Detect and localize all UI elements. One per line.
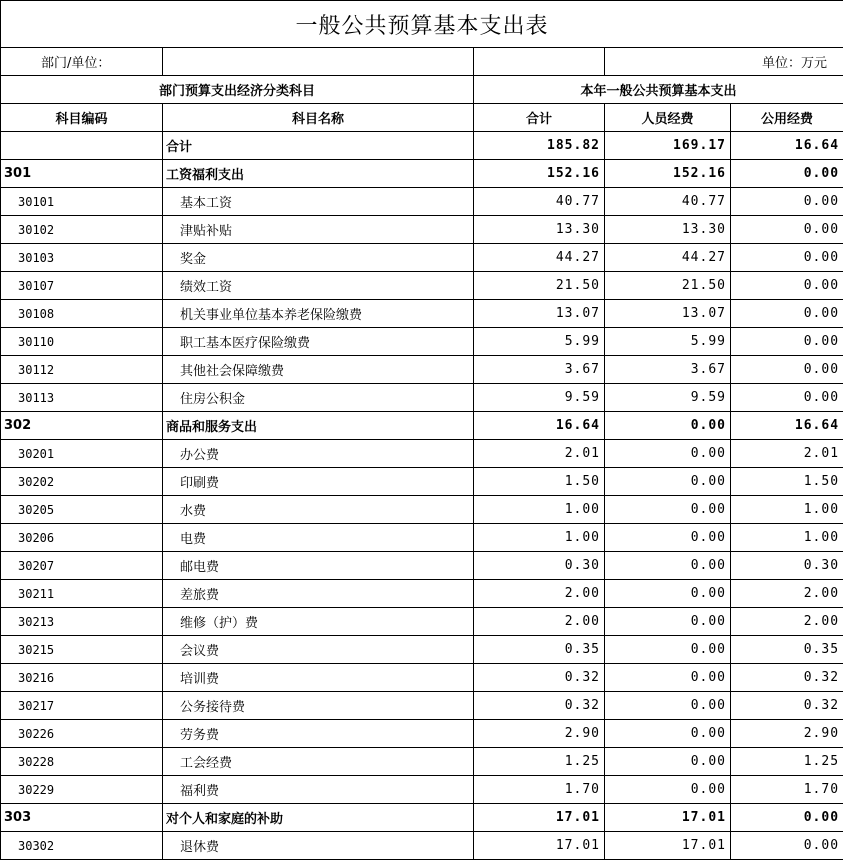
code-cell: 302 (1, 412, 163, 440)
code-cell: 30101 (1, 188, 163, 216)
total-cell: 13.30 (474, 216, 605, 244)
code-cell: 30217 (1, 692, 163, 720)
name-cell: 退休费 (163, 832, 474, 860)
personnel-cell: 0.00 (605, 552, 731, 580)
code-cell: 30112 (1, 356, 163, 384)
table-row (1, 748, 843, 776)
personnel-cell: 5.99 (605, 328, 731, 356)
personnel-cell: 13.07 (605, 300, 731, 328)
code-cell: 30107 (1, 272, 163, 300)
total-cell: 2.90 (474, 720, 605, 748)
total-cell: 17.01 (474, 832, 605, 860)
public-cell: 2.00 (731, 608, 843, 636)
code-cell: 30302 (1, 832, 163, 860)
total-cell: 2.01 (474, 440, 605, 468)
name-cell: 培训费 (163, 664, 474, 692)
total-cell: 17.01 (474, 804, 605, 832)
table-row (1, 776, 843, 804)
table-row (1, 692, 843, 720)
total-cell: 1.00 (474, 524, 605, 552)
public-cell: 0.00 (731, 328, 843, 356)
name-cell: 办公费 (163, 440, 474, 468)
personnel-cell: 44.27 (605, 244, 731, 272)
table-row (1, 832, 843, 860)
public-cell: 2.90 (731, 720, 843, 748)
name-cell: 津贴补贴 (163, 216, 474, 244)
personnel-cell: 0.00 (605, 776, 731, 804)
table-row (1, 440, 843, 468)
name-cell: 工资福利支出 (163, 160, 474, 188)
code-cell: 30110 (1, 328, 163, 356)
dept-label: 部门/单位： (1, 48, 163, 76)
personnel-cell: 0.00 (605, 636, 731, 664)
total-cell: 44.27 (474, 244, 605, 272)
code-cell: 30216 (1, 664, 163, 692)
name-cell: 住房公积金 (163, 384, 474, 412)
group-header-right: 本年一般公共预算基本支出 (474, 76, 843, 104)
col-header-name: 科目名称 (163, 104, 474, 132)
code-cell: 30108 (1, 300, 163, 328)
total-cell: 13.07 (474, 300, 605, 328)
public-cell: 0.00 (731, 216, 843, 244)
total-cell: 40.77 (474, 188, 605, 216)
name-cell: 印刷费 (163, 468, 474, 496)
public-cell: 0.32 (731, 664, 843, 692)
total-cell: 2.00 (474, 580, 605, 608)
public-cell: 1.00 (731, 524, 843, 552)
public-cell: 2.00 (731, 580, 843, 608)
table-row (1, 524, 843, 552)
personnel-cell: 13.30 (605, 216, 731, 244)
table-row (1, 608, 843, 636)
table-row (1, 356, 843, 384)
public-cell: 0.35 (731, 636, 843, 664)
total-cell: 1.25 (474, 748, 605, 776)
personnel-cell: 0.00 (605, 748, 731, 776)
total-cell: 21.50 (474, 272, 605, 300)
total-cell: 0.35 (474, 636, 605, 664)
public-cell: 0.00 (731, 804, 843, 832)
personnel-cell: 17.01 (605, 804, 731, 832)
name-cell: 维修（护）费 (163, 608, 474, 636)
name-cell: 会议费 (163, 636, 474, 664)
category-row (1, 160, 843, 188)
group-header-left: 部门预算支出经济分类科目 (1, 76, 474, 104)
total-total: 185.82 (474, 132, 605, 160)
personnel-cell: 21.50 (605, 272, 731, 300)
name-cell: 差旅费 (163, 580, 474, 608)
public-cell: 0.32 (731, 692, 843, 720)
table-row (1, 468, 843, 496)
public-cell: 1.25 (731, 748, 843, 776)
table-row (1, 552, 843, 580)
code-cell: 30226 (1, 720, 163, 748)
personnel-cell: 3.67 (605, 356, 731, 384)
total-personnel: 169.17 (605, 132, 731, 160)
code-cell: 301 (1, 160, 163, 188)
code-cell: 30201 (1, 440, 163, 468)
personnel-cell: 0.00 (605, 412, 731, 440)
name-cell: 基本工资 (163, 188, 474, 216)
public-cell: 0.00 (731, 300, 843, 328)
category-row (1, 804, 843, 832)
public-cell: 0.00 (731, 356, 843, 384)
total-cell: 1.50 (474, 468, 605, 496)
name-cell: 奖金 (163, 244, 474, 272)
table-row (1, 244, 843, 272)
code-cell: 30202 (1, 468, 163, 496)
meta-row (1, 48, 843, 76)
personnel-cell: 0.00 (605, 692, 731, 720)
personnel-cell: 9.59 (605, 384, 731, 412)
personnel-cell: 152.16 (605, 160, 731, 188)
table-row (1, 496, 843, 524)
name-cell: 水费 (163, 496, 474, 524)
public-cell: 0.30 (731, 552, 843, 580)
personnel-cell: 0.00 (605, 580, 731, 608)
name-cell: 机关事业单位基本养老保险缴费 (163, 300, 474, 328)
code-cell: 30113 (1, 384, 163, 412)
code-cell: 303 (1, 804, 163, 832)
code-cell: 30206 (1, 524, 163, 552)
public-cell: 1.50 (731, 468, 843, 496)
total-cell: 5.99 (474, 328, 605, 356)
total-cell: 0.32 (474, 664, 605, 692)
page-title: 一般公共预算基本支出表 (1, 1, 843, 48)
table-row (1, 300, 843, 328)
total-cell: 0.32 (474, 692, 605, 720)
total-public: 16.64 (731, 132, 843, 160)
public-cell: 0.00 (731, 832, 843, 860)
total-cell: 2.00 (474, 608, 605, 636)
table-row (1, 216, 843, 244)
category-row (1, 412, 843, 440)
personnel-cell: 0.00 (605, 468, 731, 496)
public-cell: 1.70 (731, 776, 843, 804)
total-cell: 9.59 (474, 384, 605, 412)
total-code-cell (1, 132, 163, 160)
public-cell: 16.64 (731, 412, 843, 440)
public-cell: 0.00 (731, 160, 843, 188)
name-cell: 其他社会保障缴费 (163, 356, 474, 384)
code-cell: 30207 (1, 552, 163, 580)
name-cell: 职工基本医疗保险缴费 (163, 328, 474, 356)
name-cell: 对个人和家庭的补助 (163, 804, 474, 832)
dept-value-cell[interactable] (163, 48, 474, 76)
unit-label: 单位：万元 (605, 48, 843, 76)
table-row (1, 636, 843, 664)
personnel-cell: 0.00 (605, 664, 731, 692)
table-row (1, 580, 843, 608)
name-cell: 邮电费 (163, 552, 474, 580)
public-cell: 0.00 (731, 188, 843, 216)
code-cell: 30215 (1, 636, 163, 664)
code-cell: 30213 (1, 608, 163, 636)
code-cell: 30229 (1, 776, 163, 804)
total-cell: 3.67 (474, 356, 605, 384)
total-cell: 16.64 (474, 412, 605, 440)
personnel-cell: 0.00 (605, 720, 731, 748)
code-cell: 30211 (1, 580, 163, 608)
col-header-code: 科目编码 (1, 104, 163, 132)
total-name: 合计 (163, 132, 474, 160)
code-cell: 30103 (1, 244, 163, 272)
code-cell: 30102 (1, 216, 163, 244)
col-header-public: 公用经费 (731, 104, 843, 132)
table-row (1, 272, 843, 300)
table-row (1, 664, 843, 692)
column-header-row (1, 104, 843, 132)
name-cell: 绩效工资 (163, 272, 474, 300)
table-row (1, 188, 843, 216)
personnel-cell: 0.00 (605, 524, 731, 552)
total-cell: 1.70 (474, 776, 605, 804)
col-header-personnel: 人员经费 (605, 104, 731, 132)
total-row (1, 132, 843, 160)
public-cell: 2.01 (731, 440, 843, 468)
table-row (1, 384, 843, 412)
name-cell: 商品和服务支出 (163, 412, 474, 440)
table-row (1, 720, 843, 748)
total-cell: 1.00 (474, 496, 605, 524)
public-cell: 0.00 (731, 384, 843, 412)
public-cell: 1.00 (731, 496, 843, 524)
col-header-total: 合计 (474, 104, 605, 132)
name-cell: 福利费 (163, 776, 474, 804)
group-header-row (1, 76, 843, 104)
total-cell: 0.30 (474, 552, 605, 580)
name-cell: 公务接待费 (163, 692, 474, 720)
name-cell: 电费 (163, 524, 474, 552)
title-row (1, 1, 843, 48)
personnel-cell: 0.00 (605, 496, 731, 524)
personnel-cell: 17.01 (605, 832, 731, 860)
personnel-cell: 0.00 (605, 440, 731, 468)
personnel-cell: 40.77 (605, 188, 731, 216)
meta-empty-cell[interactable] (474, 48, 605, 76)
name-cell: 劳务费 (163, 720, 474, 748)
name-cell: 工会经费 (163, 748, 474, 776)
table-row (1, 328, 843, 356)
public-cell: 0.00 (731, 272, 843, 300)
total-cell: 152.16 (474, 160, 605, 188)
personnel-cell: 0.00 (605, 608, 731, 636)
code-cell: 30205 (1, 496, 163, 524)
code-cell: 30228 (1, 748, 163, 776)
public-cell: 0.00 (731, 244, 843, 272)
